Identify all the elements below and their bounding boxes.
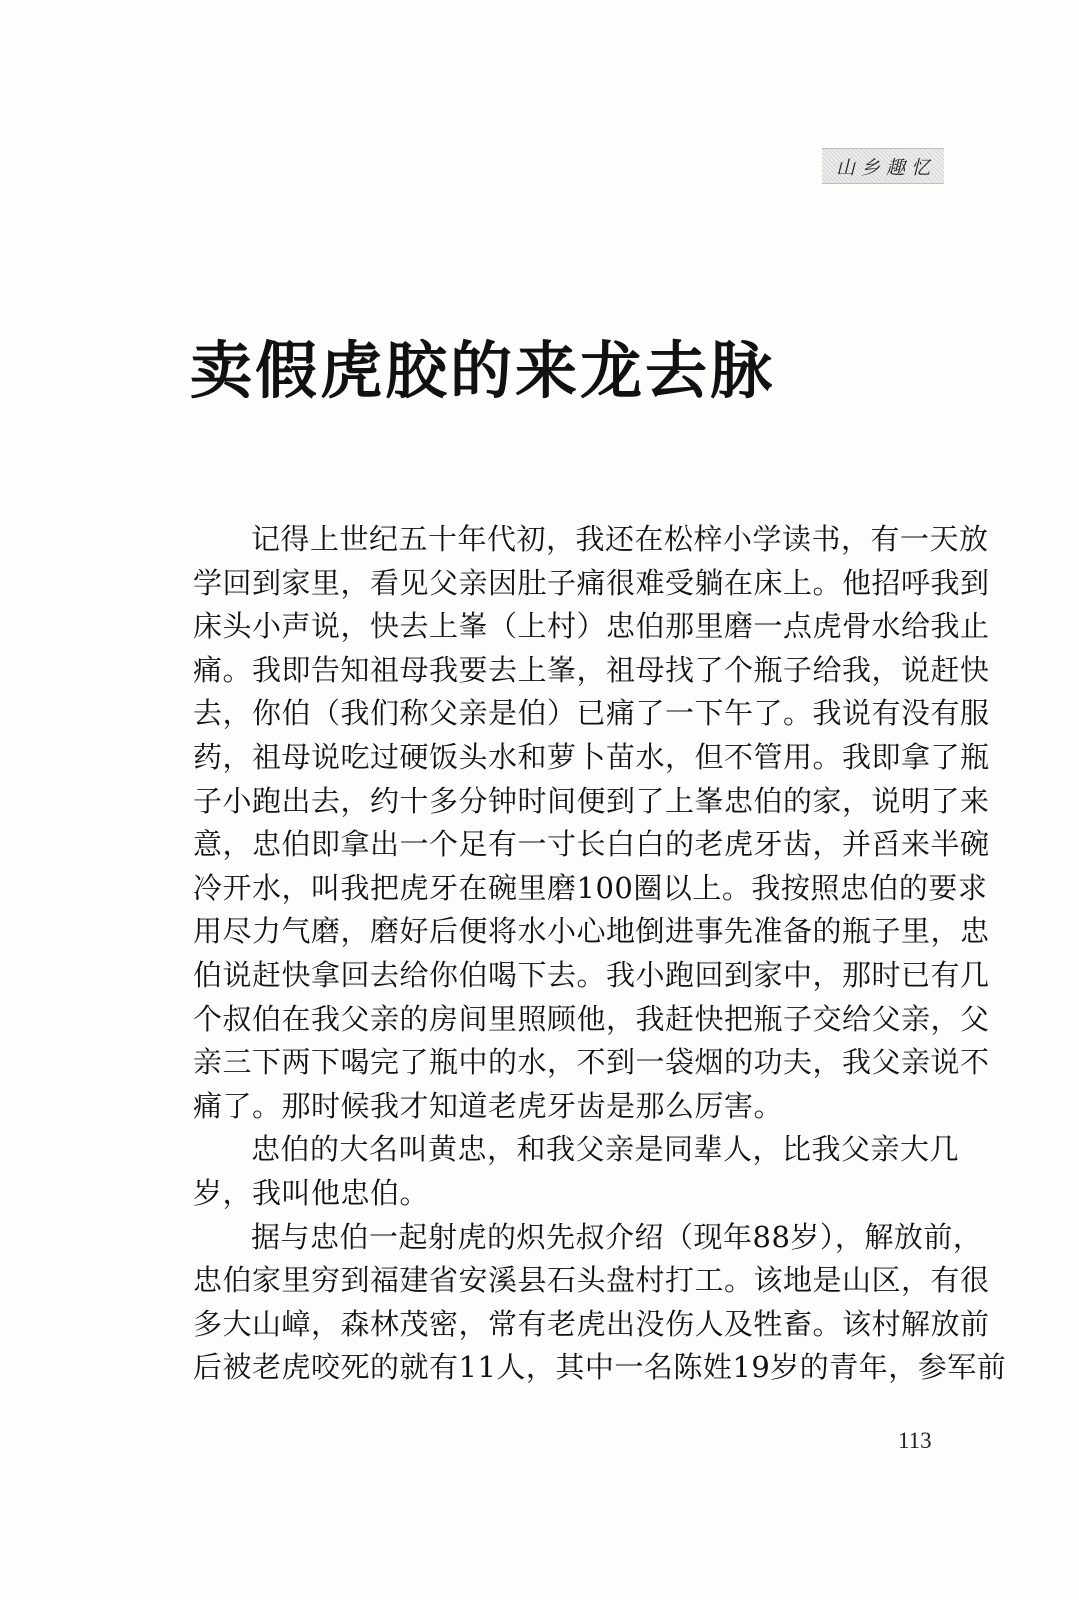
body-line: 忠伯的大名叫黄忠，和我父亲是同辈人，比我父亲大几 (251, 1132, 960, 1167)
page-number: 113 (898, 1428, 932, 1453)
body-line: 后被老虎咬死的就有11人，其中一名陈姓19岁的青年，参军前 (193, 1350, 1007, 1385)
section-tag-text: 山乡趣忆 (835, 156, 936, 179)
body-line: 多大山嶂，森林茂密，常有老虎出没伤人及牲畜。该村解放前 (193, 1306, 990, 1341)
body-line: 个叔伯在我父亲的房间里照顾他，我赶快把瓶子交给父亲，父 (193, 1001, 990, 1036)
body-line: 痛了。那时候我才知道老虎牙齿是那么厉害。 (193, 1088, 784, 1123)
body-line: 药，祖母说吃过硬饭头水和萝卜苗水，但不管用。我即拿了瓶 (193, 739, 990, 774)
body-line: 岁，我叫他忠伯。 (193, 1175, 430, 1210)
body-line: 去，你伯（我们称父亲是伯）已痛了一下午了。我说有没有服 (193, 696, 990, 731)
body-line: 学回到家里，看见父亲因肚子痛很难受躺在床上。他招呼我到 (193, 565, 990, 600)
body-line: 忠伯家里穷到福建省安溪县石头盘村打工。该地是山区，有很 (193, 1263, 990, 1298)
body-line: 亲三下两下喝完了瓶中的水，不到一袋烟的功夫，我父亲说不 (193, 1045, 990, 1080)
body-line: 床头小声说，快去上峯（上村）忠伯那里磨一点虎骨水给我止 (193, 609, 990, 644)
body-line: 用尽力气磨，磨好后便将水小心地倒进事先准备的瓶子里，忠 (193, 914, 990, 949)
article-body (193, 518, 1007, 1390)
body-line: 冷开水，叫我把虎牙在碗里磨100圈以上。我按照忠伯的要求 (193, 870, 988, 905)
body-line: 据与忠伯一起射虎的炽先叔介绍（现年88岁），解放前， (251, 1219, 983, 1254)
section-header-tag (822, 148, 944, 184)
body-line: 记得上世纪五十年代初，我还在松梓小学读书，有一天放 (251, 522, 989, 556)
body-line: 痛。我即告知祖母我要去上峯，祖母找了个瓶子给我，说赶快 (193, 652, 990, 687)
body-line: 意，忠伯即拿出一个足有一寸长白白的老虎牙齿，并舀来半碗 (193, 827, 990, 862)
body-line: 子小跑出去，约十多分钟时间便到了上峯忠伯的家，说明了来 (193, 783, 990, 818)
article-title: 卖假虎胶的来龙去脉 (190, 334, 776, 407)
body-line: 伯说赶快拿回去给你伯喝下去。我小跑回到家中，那时已有几 (193, 957, 990, 992)
